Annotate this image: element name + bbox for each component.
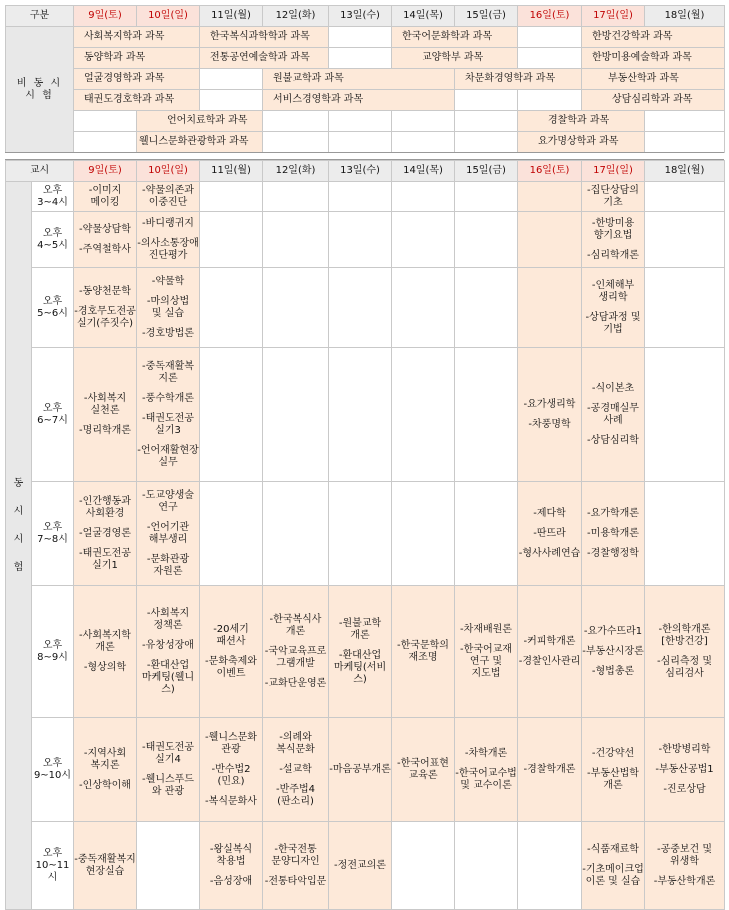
exam-subject: -상담과정 및 기법 bbox=[585, 311, 641, 335]
empty-cell bbox=[645, 111, 725, 132]
empty-cell bbox=[263, 182, 329, 212]
time-slot-row bbox=[6, 212, 725, 268]
exam-subject: -태권도전공 실기1 bbox=[79, 547, 131, 571]
exam-subject: -형법총론 bbox=[591, 665, 635, 677]
subject-block: 상담심리학과 과목 bbox=[582, 90, 725, 111]
exam-subject: -언어기관 해부생리 bbox=[146, 521, 190, 545]
exam-subject: -원불교학 개론 bbox=[338, 617, 382, 641]
time-slot-row bbox=[6, 822, 725, 910]
exam-subject: -인상학이해 bbox=[79, 779, 131, 791]
day-header: 15일(금) bbox=[455, 6, 518, 27]
exam-subject: -부동산학개론 bbox=[653, 875, 716, 887]
exam-subject: -한방병리학 bbox=[658, 743, 711, 755]
day-header: 12일(화) bbox=[263, 161, 329, 182]
exam-subject: -웰니스문화 관광 bbox=[205, 731, 257, 755]
section-label-char: 시 bbox=[13, 534, 24, 545]
exam-subject: -교화단운영론 bbox=[264, 677, 327, 689]
day-header: 9일(토) bbox=[74, 161, 137, 182]
empty-cell bbox=[200, 90, 263, 111]
empty-cell bbox=[455, 348, 518, 482]
empty-cell bbox=[455, 182, 518, 212]
exam-subject: -미용학개론 bbox=[587, 527, 639, 539]
exam-cell bbox=[263, 718, 329, 822]
time-slot-label: 오후 9~10시 bbox=[32, 718, 74, 822]
exam-subject: -요가수뜨라1 bbox=[583, 625, 643, 637]
exam-subject: -한국문학의 재조명 bbox=[397, 639, 449, 663]
exam-cell bbox=[645, 718, 725, 822]
exam-subject: -중독재활복 지론 bbox=[142, 360, 194, 384]
exam-subject: -한국어표현 교육론 bbox=[397, 757, 449, 781]
exam-subject: -요가학개론 bbox=[587, 507, 639, 519]
empty-cell bbox=[200, 69, 263, 90]
exam-cell bbox=[392, 586, 455, 718]
exam-cell bbox=[137, 268, 200, 348]
section-label: 비 동 시 시 험 bbox=[6, 27, 74, 153]
empty-cell bbox=[263, 212, 329, 268]
exam-subject: -공중보건 및 위생학 bbox=[656, 843, 713, 867]
time-slot-row bbox=[6, 348, 725, 482]
exam-subject: -마음공부개론 bbox=[329, 763, 391, 775]
empty-cell bbox=[455, 268, 518, 348]
time-slot-label: 오후 7~8시 bbox=[32, 482, 74, 586]
exam-subject: -약물의존과 이중진단 bbox=[142, 184, 194, 208]
exam-subject: -도교양생술 연구 bbox=[142, 489, 194, 513]
empty-cell bbox=[518, 48, 582, 69]
day-header: 14일(목) bbox=[392, 161, 455, 182]
exam-subject: -중독재활복지 현장실습 bbox=[74, 853, 136, 877]
exam-cell bbox=[518, 586, 582, 718]
empty-cell bbox=[329, 182, 392, 212]
subject-block: 사회복지학과 과목 bbox=[74, 27, 200, 48]
exam-subject: -제다학 bbox=[533, 507, 566, 519]
exam-cell bbox=[263, 822, 329, 910]
exam-cell bbox=[645, 586, 725, 718]
exam-subject: -태권도전공 실기4 bbox=[142, 741, 194, 765]
exam-subject: -국악교육프로 그램개발 bbox=[264, 645, 327, 669]
exam-subject: -형상의학 bbox=[83, 661, 127, 673]
exam-subject: -사회복지학 개론 bbox=[79, 629, 131, 653]
exam-cell bbox=[137, 718, 200, 822]
exam-subject: -20세기 패션사 bbox=[213, 623, 249, 647]
day-header: 14일(목) bbox=[392, 6, 455, 27]
exam-cell bbox=[392, 718, 455, 822]
day-header: 12일(화) bbox=[263, 6, 329, 27]
exam-subject: -약물학 bbox=[151, 275, 185, 287]
exam-subject: -부동산법학 개론 bbox=[587, 767, 639, 791]
exam-subject: -딴뜨라 bbox=[533, 527, 566, 539]
empty-cell bbox=[455, 132, 518, 153]
exam-subject: -전통타악입문 bbox=[264, 875, 327, 887]
empty-cell bbox=[392, 182, 455, 212]
empty-cell bbox=[645, 132, 725, 153]
exam-subject: -풍수학개론 bbox=[142, 392, 194, 404]
empty-cell bbox=[455, 482, 518, 586]
exam-cell bbox=[329, 822, 392, 910]
section-label bbox=[6, 182, 32, 910]
exam-cell bbox=[582, 482, 645, 586]
day-header: 9일(토) bbox=[74, 6, 137, 27]
subject-block: 한방건강학과 과목 bbox=[582, 27, 725, 48]
header-label: 교시 bbox=[6, 161, 74, 182]
exam-subject: -한의학개론 [한방건강] bbox=[658, 623, 711, 647]
empty-cell bbox=[645, 482, 725, 586]
exam-cell bbox=[74, 482, 137, 586]
exam-cell bbox=[645, 822, 725, 910]
time-slot-label: 오후 4~5시 bbox=[32, 212, 74, 268]
empty-cell bbox=[200, 482, 263, 586]
empty-cell bbox=[200, 268, 263, 348]
exam-cell bbox=[582, 586, 645, 718]
exam-subject: -심리측정 및 심리검사 bbox=[656, 655, 713, 679]
empty-cell bbox=[329, 48, 392, 69]
exam-subject: -부동산시장론 bbox=[582, 645, 644, 657]
subject-block: 경찰학과 과목 bbox=[518, 111, 645, 132]
exam-cell bbox=[263, 586, 329, 718]
exam-subject: -차풍명학 bbox=[528, 418, 571, 430]
day-header: 16일(토) bbox=[518, 6, 582, 27]
subject-block: 한방미용예술학과 과목 bbox=[582, 48, 725, 69]
exam-cell bbox=[455, 586, 518, 718]
subject-block: 교양학부 과목 bbox=[392, 48, 518, 69]
exam-subject: -환대산업 마케팅(서비스) bbox=[333, 649, 387, 685]
exam-cell bbox=[582, 182, 645, 212]
day-header: 18일(월) bbox=[645, 6, 725, 27]
exam-subject: -설교학 bbox=[279, 763, 312, 775]
exam-subject: -반주법4 (판소리) bbox=[276, 783, 315, 807]
day-header: 17일(일) bbox=[582, 6, 645, 27]
exam-subject: -기초메이크업 이론 및 실습 bbox=[582, 863, 644, 887]
exam-cell bbox=[582, 348, 645, 482]
subject-block: 원불교학과 과목 bbox=[263, 69, 455, 90]
time-slot-row bbox=[6, 586, 725, 718]
exam-subject: -경찰행정학 bbox=[587, 547, 639, 559]
exam-subject: -지역사회 복지론 bbox=[83, 747, 127, 771]
exam-cell bbox=[200, 586, 263, 718]
empty-cell bbox=[392, 111, 455, 132]
empty-cell bbox=[263, 482, 329, 586]
exam-subject: -경찰인사관리 bbox=[518, 655, 581, 667]
async-exam-table bbox=[5, 5, 725, 153]
exam-cell bbox=[74, 586, 137, 718]
exam-subject: -얼굴경영론 bbox=[79, 527, 131, 539]
day-header: 10일(일) bbox=[137, 6, 200, 27]
exam-subject: -차학개론 bbox=[464, 747, 508, 759]
day-header: 18일(월) bbox=[645, 161, 725, 182]
header-label: 구분 bbox=[6, 6, 74, 27]
exam-cell bbox=[200, 822, 263, 910]
time-slot-row bbox=[6, 718, 725, 822]
exam-subject: -한국복식사 개론 bbox=[269, 613, 322, 637]
empty-cell bbox=[518, 212, 582, 268]
exam-cell bbox=[74, 822, 137, 910]
exam-subject: -건강약선 bbox=[591, 747, 635, 759]
empty-cell bbox=[329, 132, 392, 153]
day-header: 17일(일) bbox=[582, 161, 645, 182]
exam-cell bbox=[518, 718, 582, 822]
exam-subject: -환대산업 마케팅(웰니스) bbox=[141, 659, 195, 695]
subject-block: 언어치료학과 과목 bbox=[137, 111, 263, 132]
exam-subject: -문화축제와 이벤트 bbox=[205, 655, 257, 679]
exam-subject: -반수법2 (민요) bbox=[211, 763, 251, 787]
exam-cell bbox=[74, 182, 137, 212]
exam-cell bbox=[518, 482, 582, 586]
exam-subject: -경호방법론 bbox=[142, 327, 194, 339]
exam-subject: -심리학개론 bbox=[587, 249, 639, 261]
empty-cell bbox=[200, 182, 263, 212]
exam-subject: -복식문화사 bbox=[205, 795, 257, 807]
empty-cell bbox=[392, 822, 455, 910]
exam-subject: -경호무도전공 실기(주짓수) bbox=[74, 305, 136, 329]
exam-subject: -인간행동과 사회환경 bbox=[79, 495, 131, 519]
empty-cell bbox=[645, 348, 725, 482]
time-slot-row bbox=[6, 482, 725, 586]
exam-subject: -의사소통장애 진단평가 bbox=[137, 237, 199, 261]
exam-subject: -정전교의론 bbox=[334, 859, 386, 871]
empty-cell bbox=[263, 132, 329, 153]
exam-subject: -동양천문학 bbox=[79, 285, 131, 297]
exam-cell bbox=[137, 482, 200, 586]
exam-cell bbox=[137, 182, 200, 212]
exam-subject: -태권도전공 실기3 bbox=[142, 412, 194, 436]
exam-subject: -차재배원론 bbox=[460, 623, 512, 635]
empty-cell bbox=[74, 111, 137, 132]
time-slot-row bbox=[6, 268, 725, 348]
empty-cell bbox=[137, 822, 200, 910]
exam-cell bbox=[74, 212, 137, 268]
exam-subject: -형사사례연습 bbox=[518, 547, 581, 559]
exam-cell bbox=[582, 212, 645, 268]
exam-subject: -음성장애 bbox=[209, 875, 253, 887]
exam-cell bbox=[518, 348, 582, 482]
exam-cell bbox=[137, 586, 200, 718]
exam-cell bbox=[329, 718, 392, 822]
empty-cell bbox=[329, 482, 392, 586]
empty-cell bbox=[455, 822, 518, 910]
section-label-char: 험 bbox=[13, 562, 24, 573]
section-label-char: 시 bbox=[13, 506, 24, 517]
exam-subject: -한국어교재 연구 및 지도법 bbox=[460, 643, 512, 679]
empty-cell bbox=[263, 111, 329, 132]
empty-cell bbox=[200, 348, 263, 482]
empty-cell bbox=[518, 182, 582, 212]
time-slot-label: 오후 6~7시 bbox=[32, 348, 74, 482]
exam-subject: -바디랭귀지 bbox=[142, 217, 194, 229]
exam-subject: -웰니스푸드 와 관광 bbox=[142, 773, 194, 797]
subject-block: 얼굴경영학과 과목 bbox=[74, 69, 200, 90]
exam-subject: -문화관광 자원론 bbox=[146, 553, 190, 577]
section-label-char: 동 bbox=[13, 478, 24, 489]
empty-cell bbox=[392, 132, 455, 153]
subject-block: 차문화경영학과 과목 bbox=[455, 69, 582, 90]
exam-subject: -집단상담의 기초 bbox=[587, 184, 639, 208]
exam-subject: -왕실복식 착용법 bbox=[209, 843, 253, 867]
day-header: 10일(일) bbox=[137, 161, 200, 182]
exam-subject: -인체해부 생리학 bbox=[591, 279, 635, 303]
time-slot-row bbox=[6, 182, 725, 212]
exam-cell bbox=[582, 718, 645, 822]
exam-subject: -유창성장애 bbox=[142, 639, 194, 651]
empty-cell bbox=[392, 482, 455, 586]
empty-cell bbox=[392, 348, 455, 482]
subject-block: 서비스경영학과 과목 bbox=[263, 90, 455, 111]
empty-cell bbox=[392, 212, 455, 268]
empty-cell bbox=[645, 212, 725, 268]
subject-block: 태권도경호학과 과목 bbox=[74, 90, 200, 111]
exam-subject: -언어재활현장 실무 bbox=[137, 444, 199, 468]
exam-subject: -커피학개론 bbox=[523, 635, 576, 647]
exam-subject: -이미지 메이킹 bbox=[88, 184, 122, 208]
subject-block: 전통공연예술학과 과목 bbox=[200, 48, 329, 69]
exam-subject: -진로상담 bbox=[663, 783, 706, 795]
empty-cell bbox=[329, 268, 392, 348]
exam-cell bbox=[582, 822, 645, 910]
exam-subject: -부동산공법1 bbox=[655, 763, 714, 775]
time-slot-label: 오후 5~6시 bbox=[32, 268, 74, 348]
empty-cell bbox=[263, 348, 329, 482]
time-slot-label: 오후 3~4시 bbox=[32, 182, 74, 212]
empty-cell bbox=[645, 268, 725, 348]
sync-exam-table bbox=[5, 160, 725, 910]
exam-cell bbox=[137, 348, 200, 482]
empty-cell bbox=[455, 111, 518, 132]
exam-subject: -약물상담학 bbox=[79, 223, 131, 235]
exam-subject: -경찰학개론 bbox=[523, 763, 576, 775]
exam-cell bbox=[74, 718, 137, 822]
day-header: 15일(금) bbox=[455, 161, 518, 182]
empty-cell bbox=[329, 27, 392, 48]
empty-cell bbox=[74, 132, 137, 153]
exam-subject: -한방미용 향기요법 bbox=[591, 217, 635, 241]
exam-subject: -사회복지 정책론 bbox=[146, 607, 190, 631]
section-divider bbox=[5, 152, 724, 160]
exam-subject: -한국어교수법 및 교수이론 bbox=[455, 767, 517, 791]
day-header: 16일(토) bbox=[518, 161, 582, 182]
empty-cell bbox=[200, 212, 263, 268]
exam-subject: -식이본초 bbox=[591, 382, 635, 394]
exam-subject: -식품재료학 bbox=[587, 843, 639, 855]
day-header: 13일(수) bbox=[329, 161, 392, 182]
exam-cell bbox=[329, 586, 392, 718]
exam-subject: -상담심리학 bbox=[587, 434, 639, 446]
day-header: 13일(수) bbox=[329, 6, 392, 27]
exam-subject: -명리학개론 bbox=[79, 424, 131, 436]
subject-block: 부동산학과 과목 bbox=[582, 69, 725, 90]
subject-block: 웰니스문화관광학과 과목 bbox=[137, 132, 263, 153]
exam-cell bbox=[74, 348, 137, 482]
empty-cell bbox=[518, 822, 582, 910]
empty-cell bbox=[329, 348, 392, 482]
empty-cell bbox=[329, 212, 392, 268]
exam-cell bbox=[137, 212, 200, 268]
subject-block: 동양학과 과목 bbox=[74, 48, 200, 69]
empty-cell bbox=[518, 268, 582, 348]
empty-cell bbox=[329, 111, 392, 132]
exam-subject: -요가생리학 bbox=[523, 398, 576, 410]
empty-cell bbox=[455, 90, 518, 111]
exam-subject: -마의상법 및 실습 bbox=[146, 295, 190, 319]
empty-cell bbox=[263, 268, 329, 348]
empty-cell bbox=[518, 27, 582, 48]
exam-subject: -한국전통 문양디자인 bbox=[271, 843, 320, 867]
empty-cell bbox=[455, 212, 518, 268]
exam-cell bbox=[74, 268, 137, 348]
exam-subject: -공경매실무 사례 bbox=[587, 402, 639, 426]
empty-cell bbox=[645, 182, 725, 212]
exam-subject: -주역철학사 bbox=[79, 243, 131, 255]
subject-block: 한국어문화학과 과목 bbox=[392, 27, 518, 48]
exam-cell bbox=[455, 718, 518, 822]
day-header: 11일(월) bbox=[200, 6, 263, 27]
time-slot-label: 오후 10~11시 bbox=[32, 822, 74, 910]
day-header: 11일(월) bbox=[200, 161, 263, 182]
exam-cell bbox=[200, 718, 263, 822]
empty-cell bbox=[392, 268, 455, 348]
subject-block: 한국복식과학학과 과목 bbox=[200, 27, 329, 48]
subject-block: 요가명상학과 과목 bbox=[518, 132, 645, 153]
time-slot-label: 오후 8~9시 bbox=[32, 586, 74, 718]
empty-cell bbox=[518, 90, 582, 111]
exam-cell bbox=[582, 268, 645, 348]
exam-subject: -사회복지 실천론 bbox=[83, 392, 127, 416]
exam-subject: -의례와 복식문화 bbox=[276, 731, 315, 755]
